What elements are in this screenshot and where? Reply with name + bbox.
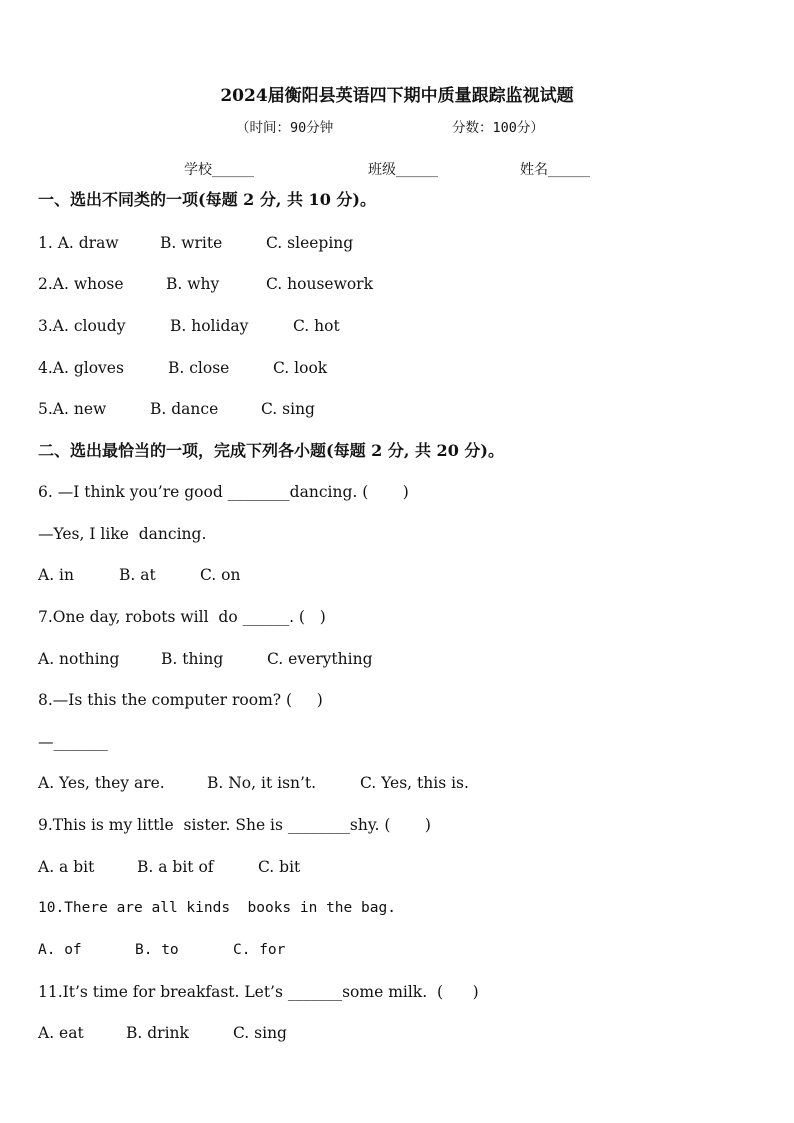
question-10-stem: 10.There are all kinds books in the bag. <box>38 900 396 916</box>
section2-heading: 二、选出最恰当的一项，完成下列各小题(每题 2 分, 共 20 分)。 <box>38 441 504 460</box>
option: C. everything <box>267 650 373 668</box>
option: B. holiday <box>170 317 249 335</box>
option: A. in <box>38 566 74 584</box>
option: 1. A. draw <box>38 234 119 252</box>
question-6-stem: 6. —I think you’re good ________dancing. ( ) <box>38 483 409 501</box>
option: B. at <box>119 566 156 584</box>
option: B. to <box>135 942 179 958</box>
question-7-stem: 7.One day, robots will do ______. ( ) <box>38 608 326 626</box>
option: B. close <box>168 359 230 377</box>
exam-time: （时间：90分钟 <box>236 120 334 136</box>
option: 5.A. new <box>38 400 107 418</box>
option: B. why <box>166 275 220 293</box>
school-field: 学校______ <box>184 162 254 178</box>
question-8-stem: 8.—Is this the computer room? ( ) <box>38 691 323 709</box>
option: 4.A. gloves <box>38 359 124 377</box>
option: C. hot <box>293 317 340 335</box>
option: C. on <box>200 566 241 584</box>
option: B. write <box>160 234 223 252</box>
option: A. eat <box>38 1024 84 1042</box>
option: A. Yes, they are. <box>38 774 165 792</box>
class-field: 班级______ <box>368 162 438 178</box>
question-9-stem: 9.This is my little sister. She is ________shy. ( ) <box>38 816 431 834</box>
option: C. sleeping <box>266 234 354 252</box>
option: 3.A. cloudy <box>38 317 126 335</box>
option: C. housework <box>266 275 373 293</box>
page-title: 2024届衡阳县英语四下期中质量跟踪监视试题 <box>220 86 574 106</box>
option: B. drink <box>126 1024 189 1042</box>
option: C. sing <box>233 1024 287 1042</box>
option: C. look <box>273 359 328 377</box>
option: B. a bit of <box>137 858 214 876</box>
option: C. Yes, this is. <box>360 774 469 792</box>
option: A. a bit <box>38 858 95 876</box>
option: 2.A. whose <box>38 275 124 293</box>
question-6-reply: —Yes, I like dancing. <box>38 525 207 543</box>
option: B. dance <box>150 400 219 418</box>
section1-heading: 一、选出不同类的一项(每题 2 分, 共 10 分)。 <box>38 190 376 209</box>
option: C. for <box>233 942 286 958</box>
exam-score: 分数：100分） <box>452 120 544 136</box>
option: B. No, it isn’t. <box>207 774 317 792</box>
option: C. sing <box>261 400 315 418</box>
option: A. of <box>38 942 82 958</box>
question-11-stem: 11.It’s time for breakfast. Let’s _______some milk. ( ) <box>38 983 479 1001</box>
option: B. thing <box>161 650 224 668</box>
question-8-reply: —_______ <box>38 733 108 751</box>
name-field: 姓名______ <box>520 162 590 178</box>
option: A. nothing <box>38 650 120 668</box>
option: C. bit <box>258 858 301 876</box>
